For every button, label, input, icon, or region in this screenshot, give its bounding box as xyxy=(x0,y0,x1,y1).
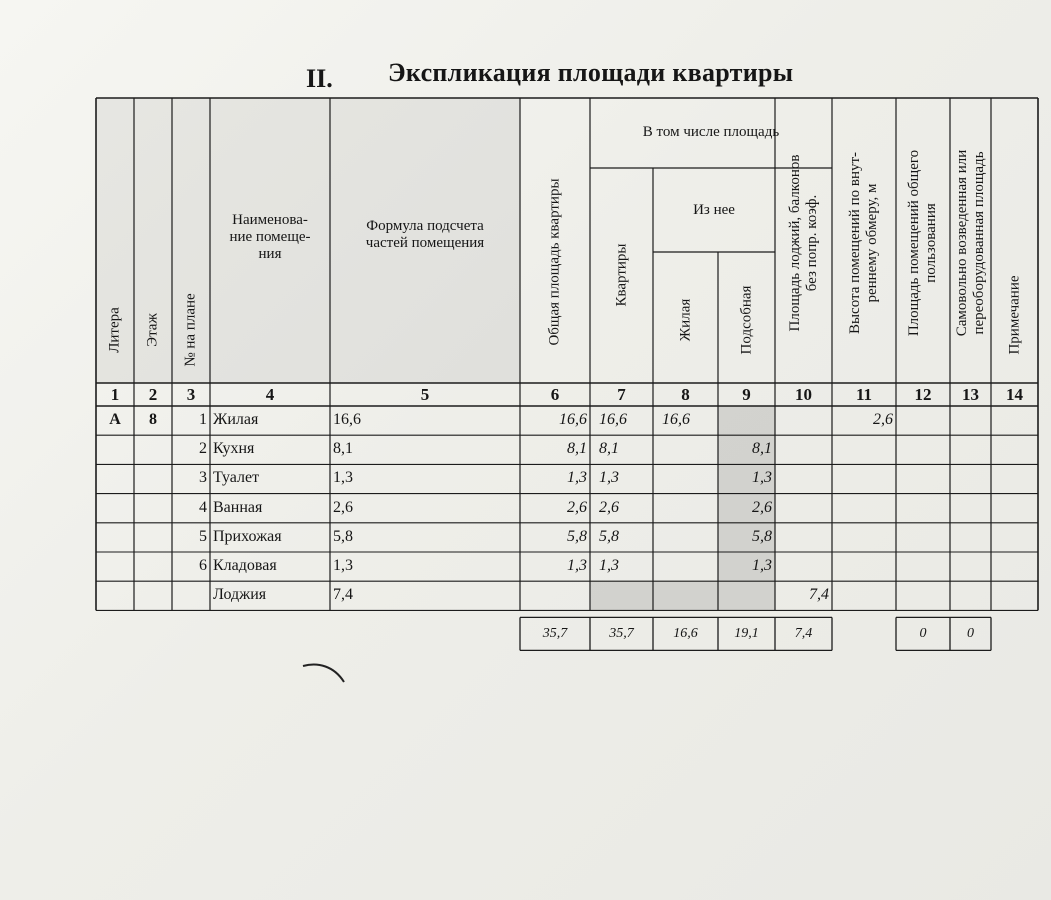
cell-formula: 2,6 xyxy=(333,498,353,516)
column-header-11: Высота помещений по внут- реннему обмеру, м xyxy=(847,151,880,334)
cell-name: Ванная xyxy=(213,498,263,516)
cell-formula: 8,1 xyxy=(333,440,353,458)
cell-litera: А xyxy=(109,411,121,428)
cell-name: Прихожая xyxy=(213,527,282,545)
total-unauthorized: 0 xyxy=(967,626,974,642)
cell-total: 16,6 xyxy=(559,411,587,428)
column-number-7: 7 xyxy=(617,385,626,404)
cell-plan_no: 2 xyxy=(199,440,207,458)
cell-name: Кухня xyxy=(213,440,255,458)
cell-plan_no: 5 xyxy=(199,527,207,545)
total-total: 35,7 xyxy=(542,626,568,642)
column-header-4: Наименова- ние помеще- ния xyxy=(229,212,311,262)
column-number-2: 2 xyxy=(148,385,158,404)
cell-formula: 1,3 xyxy=(333,557,353,574)
column-number-13: 13 xyxy=(962,385,979,404)
cell-living: 16,6 xyxy=(662,411,690,428)
cell-plan_no: 6 xyxy=(199,557,207,574)
cell-apartment: 2,6 xyxy=(599,498,619,516)
cell-apartment: 16,6 xyxy=(599,411,627,428)
column-header-14: Примечание xyxy=(1006,275,1022,355)
column-header-6: Общая площадь квартиры xyxy=(546,178,563,346)
column-header-8: Жилая xyxy=(677,298,693,341)
column-number-6: 6 xyxy=(550,385,560,404)
section-number: II. xyxy=(306,64,333,93)
cell-name: Жилая xyxy=(213,411,259,428)
cell-auxiliary: 1,3 xyxy=(752,469,772,487)
column-number-4: 4 xyxy=(265,385,275,404)
cell-plan_no: 4 xyxy=(199,498,207,516)
cell-auxiliary: 5,8 xyxy=(752,527,772,545)
column-header-2: Этаж xyxy=(144,313,161,347)
cell-auxiliary: 8,1 xyxy=(752,440,772,458)
document-title: Экспликация площади квартиры xyxy=(388,58,794,87)
column-number-1: 1 xyxy=(110,385,120,404)
cell-name: Туалет xyxy=(213,469,260,487)
cell-plan_no: 1 xyxy=(199,411,207,428)
column-number-14: 14 xyxy=(1006,385,1023,404)
column-number-3: 3 xyxy=(186,385,196,404)
cell-total: 2,6 xyxy=(567,498,587,516)
cell-apartment: 5,8 xyxy=(599,527,619,545)
cell-formula: 1,3 xyxy=(333,469,353,487)
group-header-of-which: Из нее xyxy=(693,202,735,218)
column-number-5: 5 xyxy=(420,385,430,404)
cell-total: 1,3 xyxy=(567,469,587,487)
cell-apartment: 8,1 xyxy=(599,440,619,458)
total-common: 0 xyxy=(919,626,927,642)
pen-mark xyxy=(300,660,350,690)
column-number-11: 11 xyxy=(855,385,873,404)
cell-auxiliary: 2,6 xyxy=(752,498,772,516)
total-living: 16,6 xyxy=(673,626,698,642)
column-header-7: Квартиры xyxy=(613,243,629,307)
cell-height: 2,6 xyxy=(873,411,893,428)
column-number-8: 8 xyxy=(681,385,690,404)
total-apartment: 35,7 xyxy=(609,626,634,642)
cell-auxiliary: 1,3 xyxy=(752,557,772,574)
column-header-5: Формула подсчета частей помещения xyxy=(365,218,485,251)
column-number-12: 12 xyxy=(914,385,932,404)
column-header-3: № на плане xyxy=(182,293,199,367)
cell-loggia: 7,4 xyxy=(809,586,829,604)
column-number-10: 10 xyxy=(795,385,812,404)
cell-formula: 7,4 xyxy=(333,586,353,604)
cell-total: 8,1 xyxy=(567,440,587,458)
column-header-12: Площадь помещений общего пользования xyxy=(906,149,939,336)
cell-name: Кладовая xyxy=(213,557,277,574)
column-header-1: Литера xyxy=(106,307,123,353)
cell-total: 5,8 xyxy=(567,527,587,545)
cell-plan_no: 3 xyxy=(199,469,207,487)
cell-total: 1,3 xyxy=(567,557,587,574)
column-number-9: 9 xyxy=(742,385,751,404)
total-auxiliary: 19,1 xyxy=(734,626,759,642)
column-header-9: Подсобная xyxy=(738,285,754,354)
cell-name: Лоджия xyxy=(213,586,267,604)
cell-formula: 16,6 xyxy=(333,411,361,428)
cell-floor: 8 xyxy=(149,411,157,428)
cell-formula: 5,8 xyxy=(333,527,353,545)
cell-apartment: 1,3 xyxy=(599,557,619,574)
column-header-10: Площадь лоджий, балконов без попр. коэф. xyxy=(786,154,820,331)
total-loggia: 7,4 xyxy=(794,626,813,642)
column-header-13: Самовольно возведенная или переоборудованная площадь xyxy=(953,149,987,336)
group-header-including-area: В том числе площадь xyxy=(642,124,780,140)
cell-apartment: 1,3 xyxy=(599,469,619,487)
